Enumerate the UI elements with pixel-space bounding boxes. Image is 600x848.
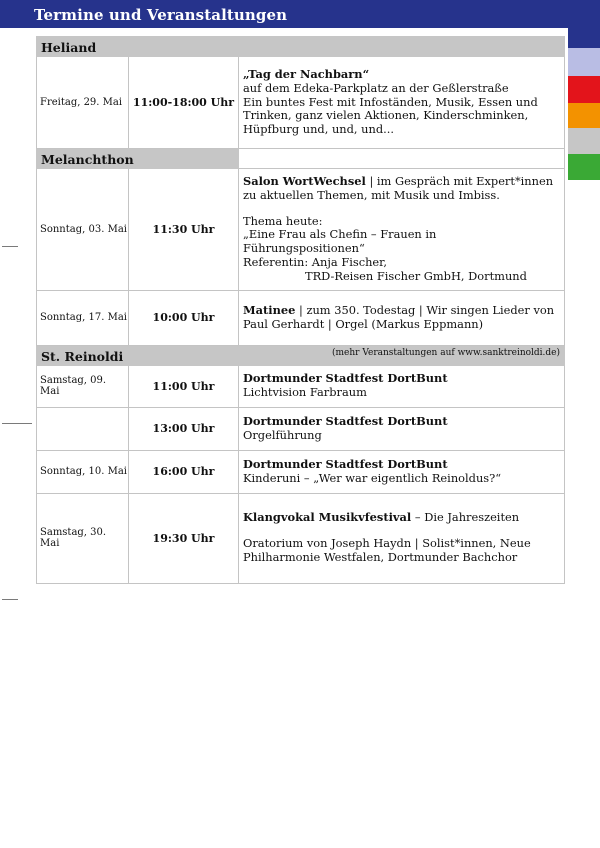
website-note: (mehr Veranstaltungen auf www.sanktreinoldi.de) [331,347,561,358]
event-title-rest: – Die Jahreszeiten [411,510,520,525]
fold-mark [2,246,18,247]
color-tab-blue [568,0,600,48]
fold-mark [2,599,18,600]
event-row [37,290,565,345]
event-date: Freitag, 29. Mai [37,57,129,149]
event-date: Sonntag, 17. Mai [37,290,129,345]
event-date: Samstag, 30. Mai [37,493,129,583]
section-header-heliand [37,37,565,57]
event-description [239,493,565,583]
event-line: Hüpfburg und, und, und... [243,122,394,137]
event-time: 13:00 Uhr [129,407,239,450]
event-title: Salon WortWechsel [243,174,366,188]
event-time: 16:00 Uhr [129,450,239,493]
event-line: Trinken, ganz vielen Aktionen, Kinderschminken, [243,108,529,123]
color-tab-grey [568,128,600,154]
event-line: „Eine Frau als Chefin – Frauen in Führungspositionen“ [243,227,437,256]
event-description [239,365,565,407]
event-description [239,169,565,291]
event-description [239,57,565,149]
event-title: Matinee [243,302,296,317]
punch-mark [2,423,32,424]
event-date: Samstag, 09. Mai [37,365,129,407]
event-line: Kinderuni – „Wer war eigentlich Reinoldus?“ [243,470,502,485]
event-title: Klangvokal Musikvfestival [243,510,412,525]
event-row [37,169,565,291]
event-row [37,407,565,450]
event-line: Paul Gerhardt | Orgel (Markus Eppmann) [243,316,484,331]
header-bar [0,0,568,28]
event-date: Sonntag, 03. Mai [37,169,129,291]
event-title: Dortmunder Stadtfest DortBunt [243,413,448,428]
event-line: Lichtvision Farbraum [243,385,367,400]
event-time: 11:00-18:00 Uhr [129,57,239,149]
event-description [239,450,565,493]
event-line: Thema heute: [243,213,323,228]
event-line-indented: TRD-Reisen Fischer GmbH, Dortmund [305,268,527,283]
event-line: Ein buntes Fest mit Infoständen, Musik, Essen und [243,94,538,109]
event-line: auf dem Edeka-Parkplatz an der Geßlerstraße [243,80,509,95]
event-time: 11:30 Uhr [129,169,239,291]
section-title: St. Reinoldi [41,348,124,364]
event-title-rest: | im Gespräch mit Expert*innen [365,174,554,188]
color-tabs [568,0,600,180]
section-title: Melanchthon [41,152,134,167]
events-table [36,36,565,584]
event-line: Referentin: Anja Fischer, [243,254,387,269]
event-time: 19:30 Uhr [129,493,239,583]
color-tab-red [568,76,600,103]
event-date: Sonntag, 10. Mai [37,450,129,493]
section-header-st-reinoldi [37,345,565,365]
event-row [37,450,565,493]
color-tab-lavender [568,48,600,76]
section-title: Heliand [41,40,97,55]
event-title: Dortmunder Stadtfest DortBunt [243,456,448,471]
event-row [37,493,565,583]
event-time: 10:00 Uhr [129,290,239,345]
event-line: zu aktuellen Themen, mit Musik und Imbiss. [243,187,500,202]
event-date [37,407,129,450]
color-tab-green [568,154,600,180]
event-line: Orgelführung [243,427,322,442]
event-title-rest: | zum 350. Todestag | Wir singen Lieder von [295,302,555,317]
event-title: Dortmunder Stadtfest DortBunt [243,371,448,386]
event-line: Philharmonie Westfalen, Dortmunder Bachchor [243,549,518,564]
event-line: Oratorium von Joseph Haydn | Solist*innen, Neue [243,536,531,551]
section-header-melanchthon [37,149,565,169]
event-row [37,365,565,407]
event-time: 11:00 Uhr [129,365,239,407]
event-title: „Tag der Nachbarn“ [243,67,370,81]
color-tab-orange [568,103,600,128]
page-title: Termine und Veranstaltungen [34,6,288,24]
event-description [239,407,565,450]
event-description [239,290,565,345]
event-row [37,57,565,149]
